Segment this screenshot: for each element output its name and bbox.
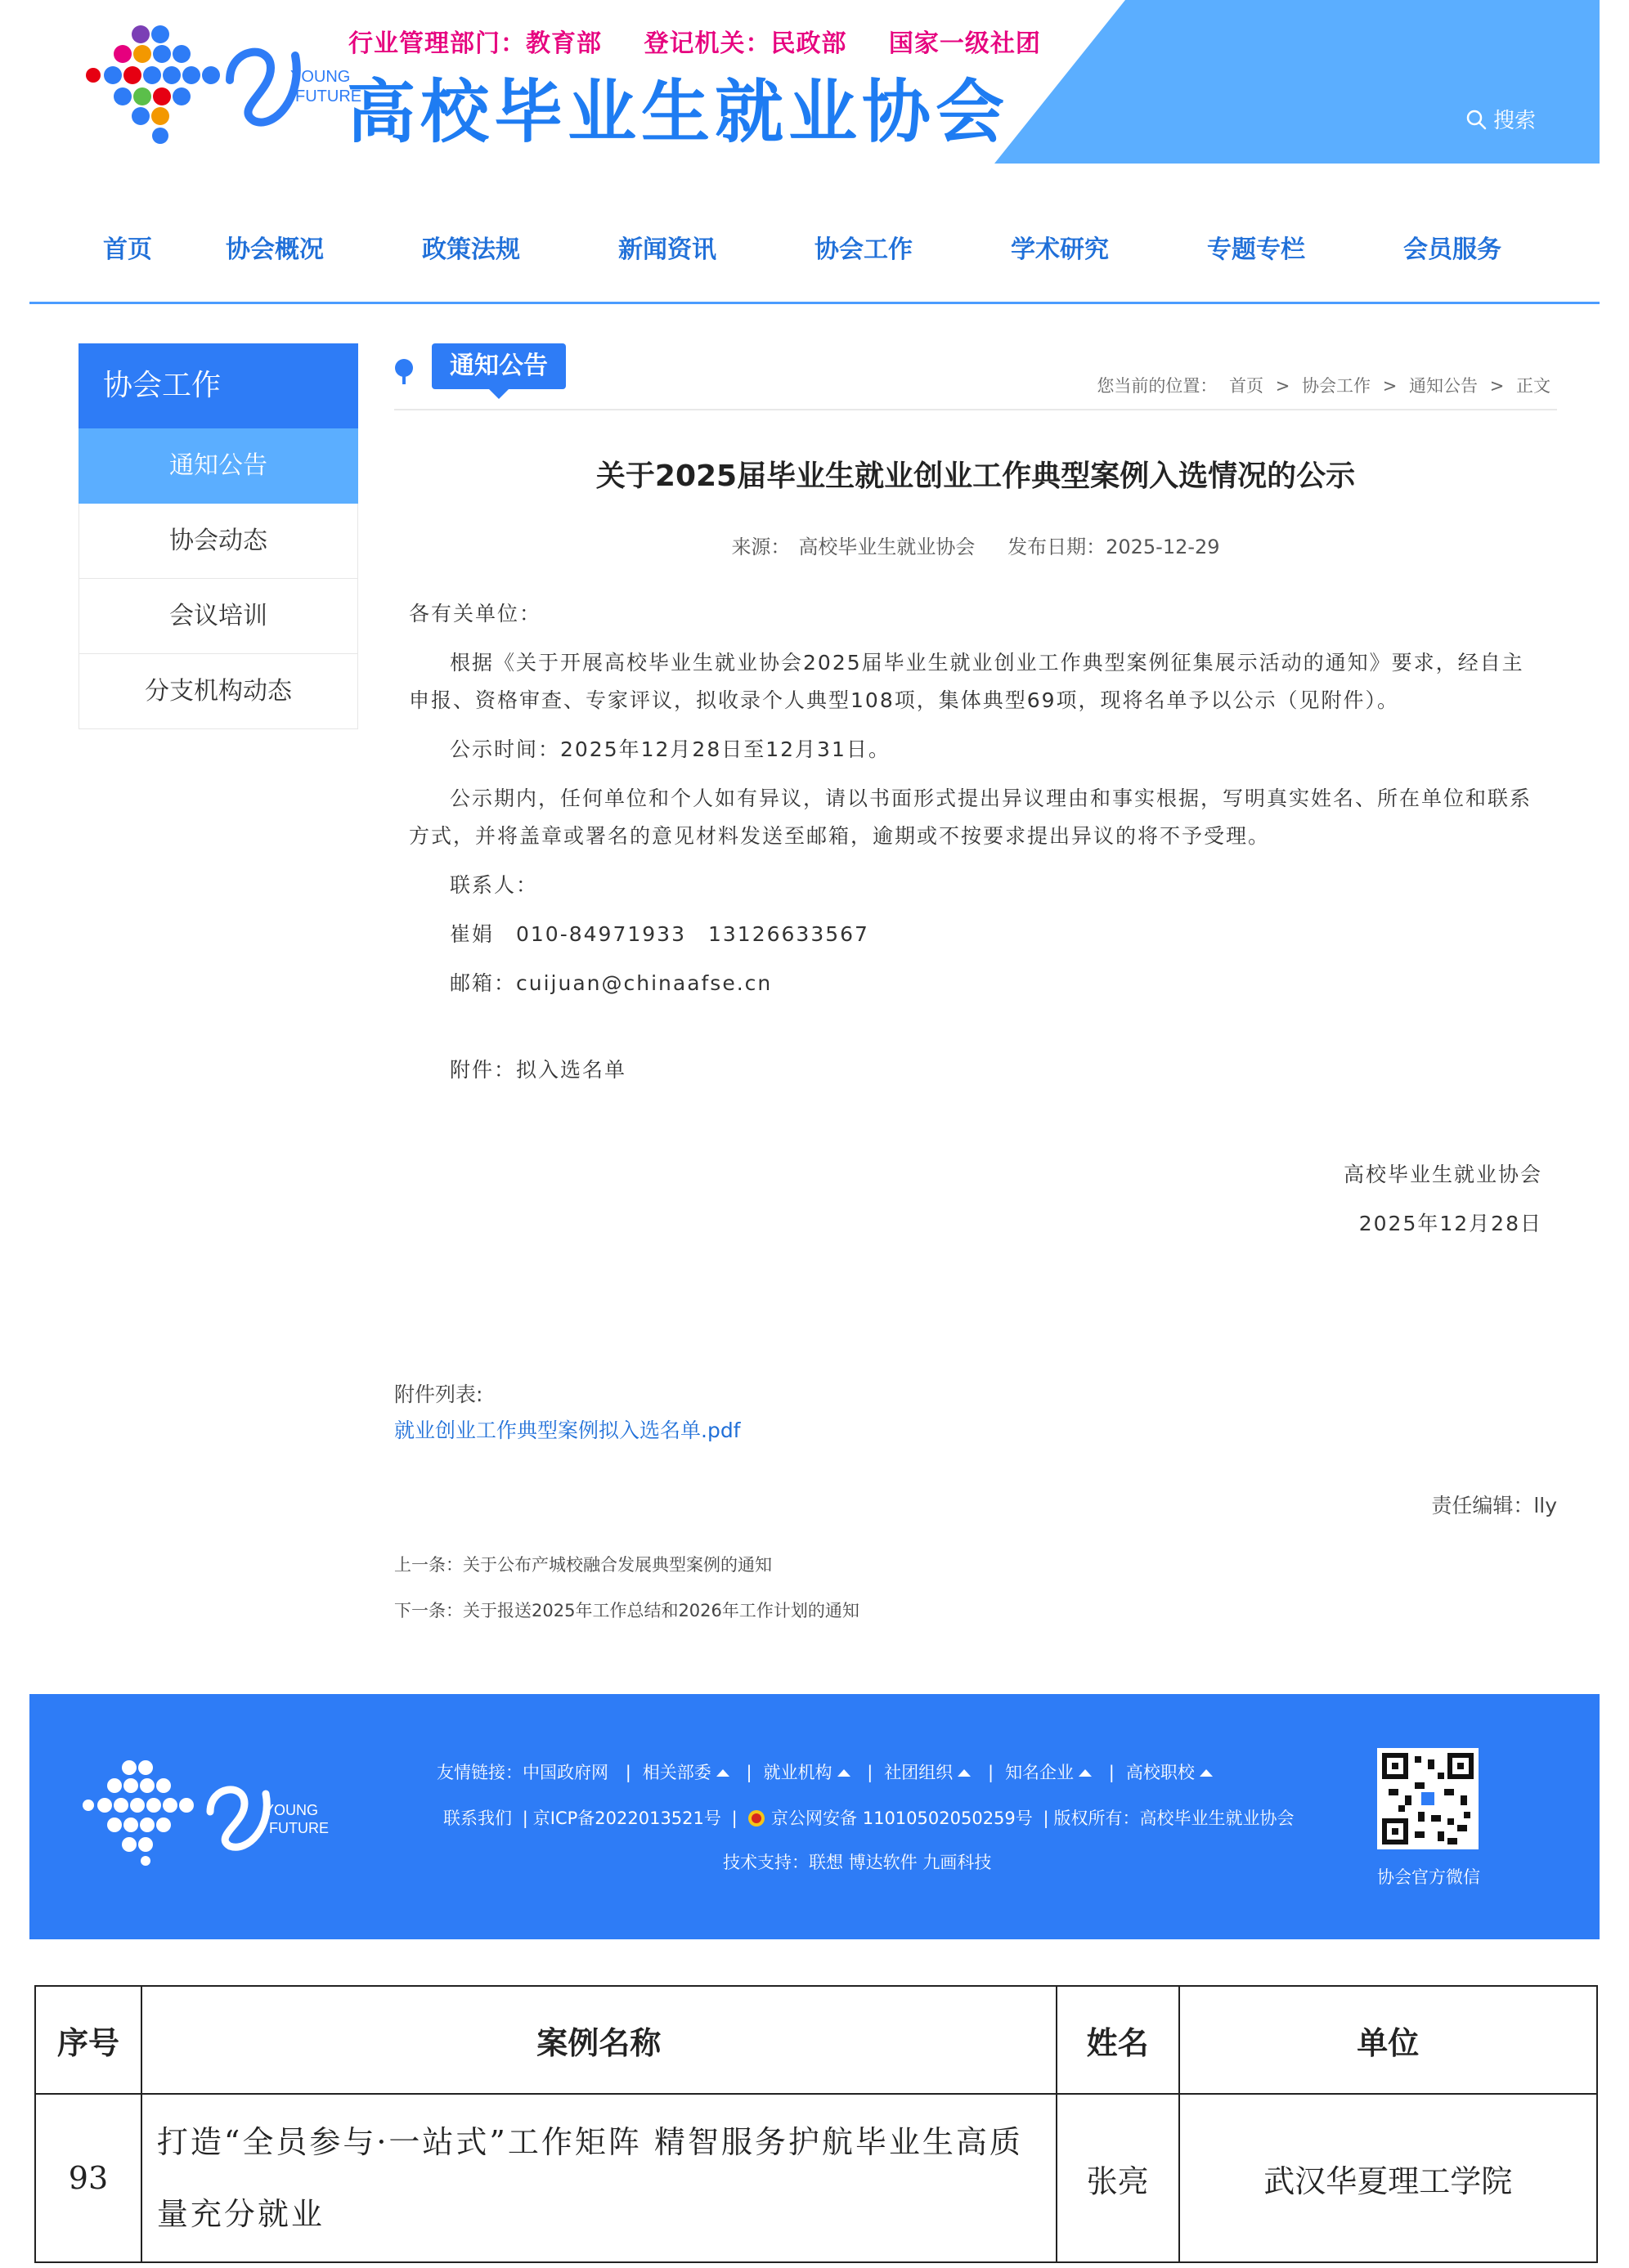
header-unit: 单位	[1179, 1986, 1597, 2094]
date-label: 发布日期：	[1007, 536, 1106, 558]
nav-special[interactable]: 专题专栏	[1207, 235, 1305, 264]
dropdown-arrow-icon[interactable]	[1079, 1769, 1092, 1777]
breadcrumb-separator: >	[1275, 376, 1290, 396]
breadcrumb-prefix: 您当前的位置：	[1097, 376, 1218, 396]
next-article-link[interactable]: 下一条：关于报送2025年工作总结和2026年工作计划的通知	[394, 1601, 859, 1620]
sidebar	[79, 343, 358, 729]
slogan-ministry: 行业管理部门：教育部	[348, 29, 602, 58]
date-value: 2025-12-29	[1106, 536, 1220, 558]
article-area	[394, 343, 1557, 1254]
article-meta	[394, 531, 1557, 559]
logo-future-text: FUTURE	[295, 87, 362, 105]
header-number: 序号	[35, 1986, 141, 2094]
link-companies[interactable]: 知名企业	[1005, 1763, 1075, 1782]
footer-logo-young: YOUNG	[264, 1802, 319, 1818]
link-gov[interactable]: 中国政府网	[523, 1763, 608, 1782]
breadcrumb-separator: >	[1382, 376, 1398, 396]
breadcrumb-home[interactable]: 首页	[1229, 376, 1264, 396]
copyright-text: 版权所有：高校毕业生就业协会	[1053, 1809, 1295, 1828]
breadcrumb-notices[interactable]: 通知公告	[1409, 376, 1479, 396]
sidebar-item-news[interactable]: 协会动态	[79, 504, 358, 579]
dropdown-arrow-icon[interactable]	[958, 1769, 971, 1777]
cell-number: 93	[35, 2094, 141, 2262]
link-employment[interactable]: 就业机构	[763, 1763, 832, 1782]
paragraph-period: 公示时间：2025年12月28日至12月31日。	[450, 737, 891, 761]
cell-unit: 武汉华夏理工学院	[1179, 2094, 1597, 2262]
site-footer	[29, 1694, 1600, 1939]
footer-logo-icon	[77, 1759, 200, 1866]
candidate-list-table	[34, 1985, 1598, 2263]
breadcrumb-current: 正文	[1516, 376, 1550, 396]
attachments-label: 附件列表:	[394, 1383, 483, 1406]
header-blue-banner	[994, 0, 1600, 164]
previous-article-link[interactable]: 上一条：关于公布产城校融合发展典型案例的通知	[394, 1555, 772, 1575]
main-nav	[29, 196, 1600, 304]
table-row	[35, 2094, 1597, 2262]
friendly-links: 友情链接：中国政府网 | 相关部委 | 就业机构 | 社团组织 | 知名企业 | 高校职校	[437, 1759, 1213, 1784]
breadcrumb-work[interactable]: 协会工作	[1302, 376, 1371, 396]
breadcrumb-separator: >	[1489, 376, 1505, 396]
source-label: 来源：	[731, 536, 791, 558]
dropdown-arrow-icon[interactable]	[1200, 1769, 1213, 1777]
sidebar-item-training[interactable]: 会议培训	[79, 579, 358, 654]
section-header	[394, 343, 1557, 410]
responsible-editor: 责任编辑：lly	[1431, 1494, 1557, 1517]
police-record-link[interactable]: 京公网安备 11010502050259号	[771, 1809, 1033, 1828]
header-case-name: 案例名称	[141, 1986, 1057, 2094]
link-ministries[interactable]: 相关部委	[642, 1763, 711, 1782]
signature-date: 2025年12月28日	[1358, 1212, 1542, 1235]
article-title: 关于2025届毕业生就业创业工作典型案例入选情况的公示	[595, 459, 1356, 493]
cases-table	[34, 1985, 1598, 2263]
wechat-qr-code	[1377, 1748, 1479, 1849]
footer-young-future-icon	[197, 1774, 344, 1853]
contact-info: 崔娟 010-84971933 13126633567	[450, 922, 869, 946]
section-tab: 通知公告	[432, 343, 566, 389]
contact-email: 邮箱：cuijuan@chinaafse.cn	[450, 971, 773, 995]
cell-case-name: 打造“全员参与·一站式”工作矩阵 精智服务护航毕业生高质量充分就业	[141, 2094, 1057, 2262]
dropdown-arrow-icon[interactable]	[837, 1769, 850, 1777]
site-header	[29, 0, 1600, 164]
attachment-note: 附件：拟入选名单	[450, 1058, 627, 1082]
nav-about[interactable]: 协会概况	[226, 235, 324, 264]
search-label: 搜索	[1492, 109, 1536, 133]
police-badge-icon	[747, 1809, 765, 1827]
source-value: 高校毕业生就业协会	[798, 536, 976, 558]
attachment-pdf-link[interactable]: 就业创业工作典型案例拟入选名单.pdf	[394, 1419, 741, 1442]
sidebar-item-branches[interactable]: 分支机构动态	[79, 654, 358, 729]
qr-caption: 协会官方微信	[1377, 1867, 1480, 1887]
young-future-logo-icon	[213, 31, 362, 129]
breadcrumb	[1097, 373, 1557, 397]
location-pin-icon	[394, 358, 414, 386]
sidebar-item-notices[interactable]: 通知公告	[79, 428, 358, 504]
table-header-row	[35, 1986, 1597, 2094]
cell-person-name: 张亮	[1057, 2094, 1179, 2262]
signature-org: 高校毕业生就业协会	[1343, 1163, 1542, 1186]
header-slogan	[348, 23, 1074, 59]
tech-support	[723, 1849, 991, 1874]
nav-news[interactable]: 新闻资讯	[618, 235, 716, 264]
link-colleges[interactable]: 高校职校	[1125, 1763, 1195, 1782]
link-societies[interactable]: 社团组织	[884, 1763, 954, 1782]
nav-research[interactable]: 学术研究	[1011, 235, 1109, 264]
salutation: 各有关单位：	[409, 602, 542, 625]
nav-policy[interactable]: 政策法规	[422, 235, 520, 264]
qr-code-icon	[1382, 1753, 1474, 1844]
search-button[interactable]	[1465, 104, 1536, 134]
links-label: 友情链接：	[437, 1763, 523, 1782]
nav-home[interactable]: 首页	[103, 235, 152, 264]
footer-logo-future: FUTURE	[269, 1820, 329, 1836]
icp-link[interactable]: 京ICP备2022013521号	[532, 1809, 721, 1828]
nav-members[interactable]: 会员服务	[1403, 235, 1501, 264]
source-field	[731, 536, 975, 558]
slogan-rank: 国家一级社团	[888, 29, 1041, 58]
paragraph-intro: 根据《关于开展高校毕业生就业协会2025届毕业生就业创业工作典型案例征集展示活动的通知》要求，经自主申报、资格审查、专家评议，拟收录个人典型108项，集体典型69项，现将名单予以公示（见附件）。	[409, 651, 1524, 712]
paragraph-objections: 公示期内，任何单位和个人如有异议，请以书面形式提出异议理由和事实根据，写明真实姓名、所在单位和联系方式，并将盖章或署名的意见材料发送至邮箱，逾期或不按要求提出异议的将不予受理。	[409, 787, 1533, 848]
dropdown-arrow-icon[interactable]	[716, 1769, 729, 1777]
date-field	[1007, 536, 1219, 558]
contact-label: 联系人：	[450, 873, 539, 897]
footer-legal: 联系我们 | 京ICP备2022013521号 | 京公网安备 11010502050259号 | 版权所有：高校毕业生就业协会	[443, 1809, 1295, 1828]
logo-young-text: YOUNG	[290, 68, 351, 86]
slogan-registry: 登记机关：民政部	[644, 29, 847, 58]
search-icon	[1465, 109, 1487, 130]
header-person-name: 姓名	[1057, 1986, 1179, 2094]
article-body	[394, 595, 1557, 1243]
tech-vendors: 联想 博达软件 九画科技	[809, 1853, 992, 1872]
tech-label: 技术支持：	[723, 1853, 809, 1872]
sidebar-title: 协会工作	[79, 343, 358, 428]
site-title[interactable]: 高校毕业生就业协会	[347, 71, 1010, 152]
nav-work[interactable]: 协会工作	[814, 235, 913, 264]
contact-us-link[interactable]: 联系我们	[443, 1809, 512, 1828]
